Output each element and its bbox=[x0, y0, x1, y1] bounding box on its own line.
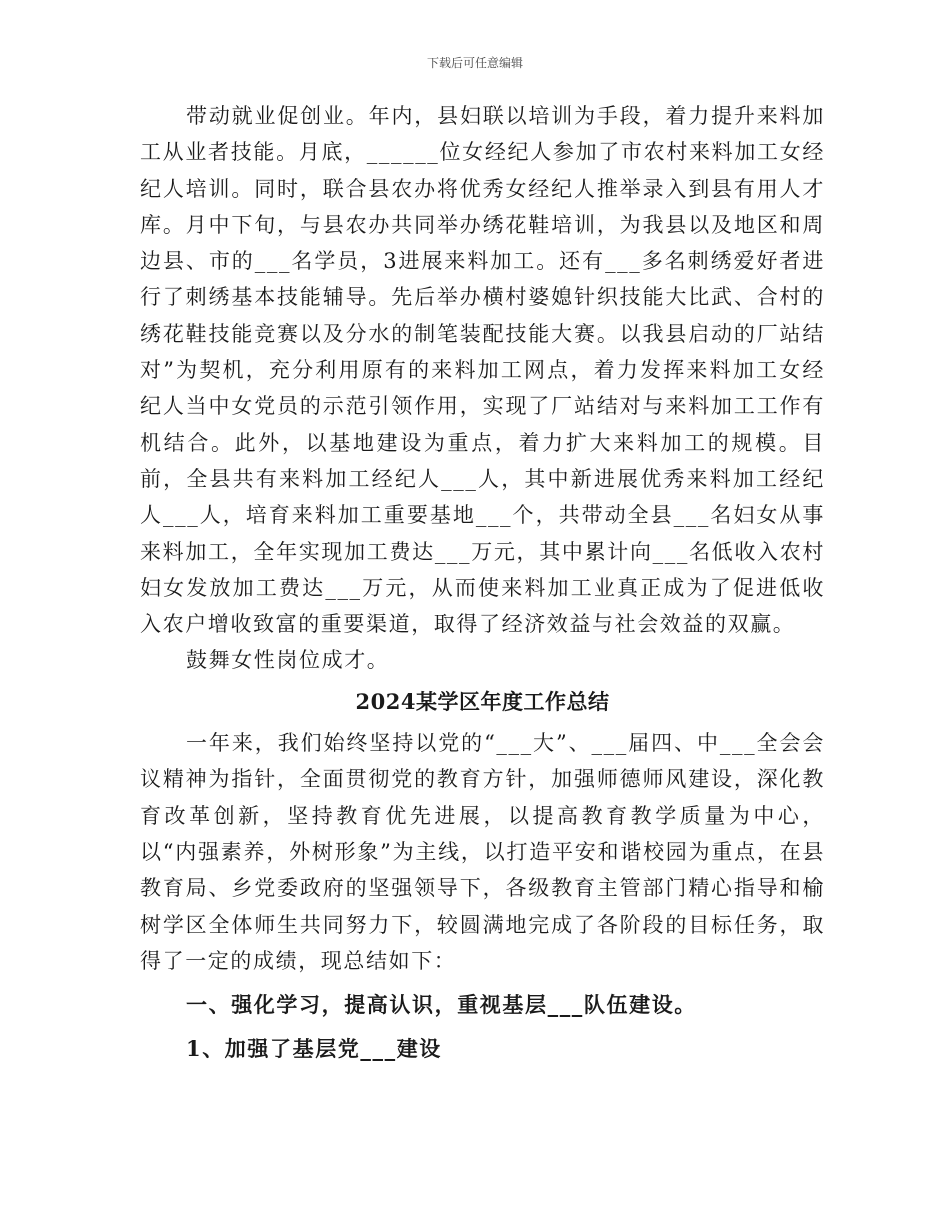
heading-level-1: 一、强化学习，提高认识，重视基层___队伍建设。 bbox=[186, 992, 697, 1018]
section-title: 2024某学区年度工作总结 bbox=[355, 688, 610, 714]
paragraph-encourage: 鼓舞女性岗位成才。 bbox=[186, 648, 390, 673]
page-header: 下载后可任意编辑 bbox=[426, 56, 523, 70]
heading-level-2: 1、加强了基层党___建设 bbox=[186, 1036, 442, 1062]
paragraph-summary: 一年来，我们始终坚持以党的“___大”、___届四、中___全会会议精神为指针，全面贯彻党的教育方针，加强师德师风建设，深化教育改革创新，坚持教育优先进展，以提高教育教学质量为中心，以“内强素养，外树形象”为主线，以打造平安和谐校园为重点，在县教育局、乡党委政府的坚强领导下，各级教育主管部门精心指导和榆树学区全体师生共同努力下，较圆满地完成了各阶段的目标任务，取得了一定的成绩，现总结如下： bbox=[140, 731, 825, 973]
paragraph-employment: 带动就业促创业。年内，县妇联以培训为手段，着力提升来料加工从业者技能。月底，______位女经纪人参加了市农村来料加工女经纪人培训。同时，联合县农办将优秀女经纪人推举录入到县有用人才库。月中下旬，与县农办共同举办绣花鞋培训，为我县以及地区和周边县、市的___名学员，3进展来料加工。还有___多名刺绣爱好者进行了刺绣基本技能辅导。先后举办横村婆媳针织技能大比武、合村的绣花鞋技能竞赛以及分水的制笔装配技能大赛。以我县启动的厂站结对”为契机，充分利用原有的来料加工网点，着力发挥来料加工女经纪人当中女党员的示范引领作用，实现了厂站结对与来料加工工作有机结合。此外，以基地建设为重点，着力扩大来料加工的规模。目前，全县共有来料加工经纪人___人，其中新进展优秀来料加工经纪人___人，培育来料加工重要基地___个，共带动全县___名妇女从事来料加工，全年实现加工费达___万元，其中累计向___名低收入农村妇女发放加工费达___万元，从而使来料加工业真正成为了促进低收入农户增收致富的重要渠道，取得了经济效益与社会效益的双赢。 bbox=[140, 104, 825, 637]
document-body bbox=[140, 98, 825, 1068]
